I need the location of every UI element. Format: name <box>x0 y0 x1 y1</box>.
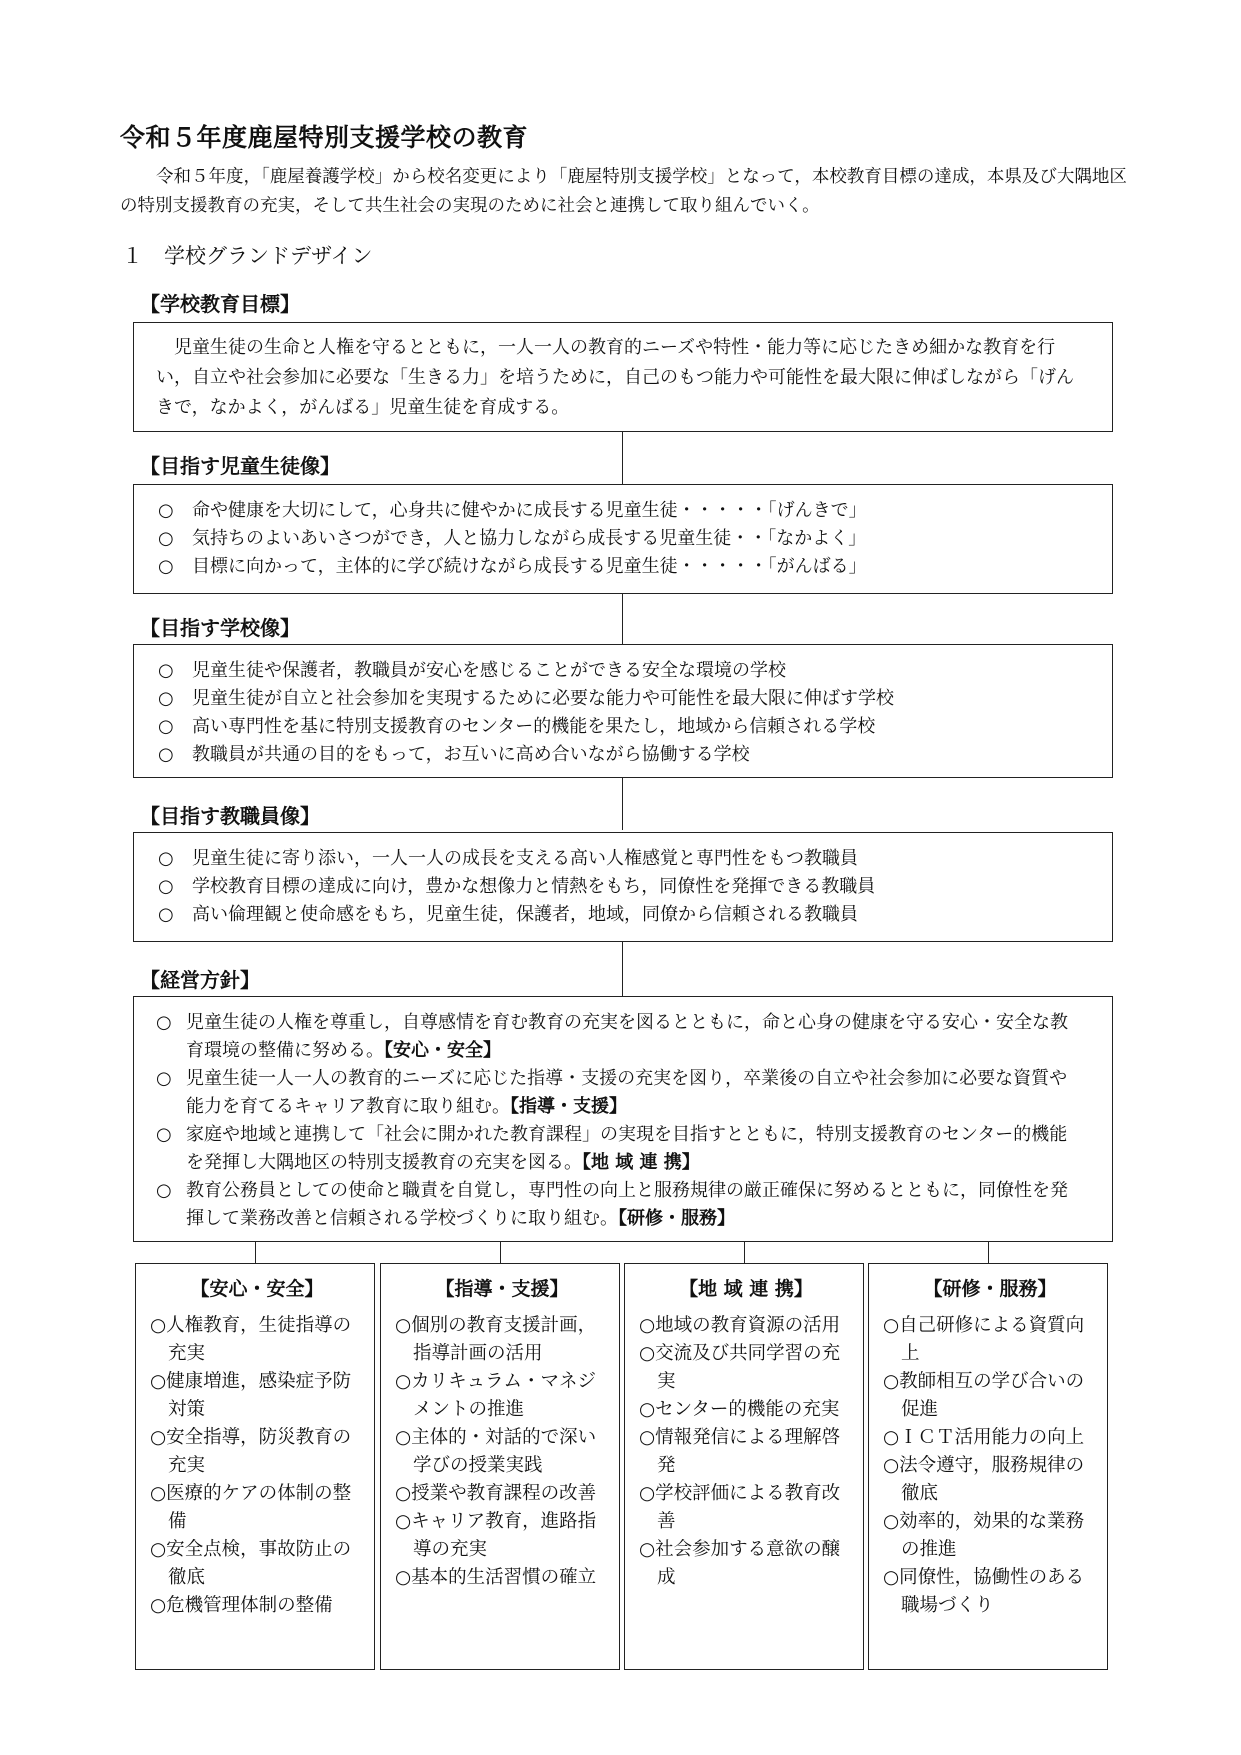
policy-tag: 【研修・服務】 <box>618 1208 735 1229</box>
column-community <box>624 1263 864 1670</box>
list-item: ○ 児童生徒に寄り添い，一人一人の成長を支える高い人権感覚と専門性をもつ教職員 <box>158 845 1112 873</box>
bullet-mark: ○ <box>158 904 174 925</box>
list-item: ○ 教職員が共通の目的をもって，お互いに高め合いながら協働する学校 <box>158 741 1112 769</box>
bullet-mark: ○ <box>158 848 174 869</box>
bullet-mark: ○ <box>156 1124 172 1145</box>
section-heading: １ 学校グランドデザイン <box>122 244 373 268</box>
list-item: ○主体的・対話的で深い学びの授業実践 <box>395 1427 597 1476</box>
policy-label: 【経営方針】 <box>140 968 260 992</box>
column-list <box>395 1312 609 1592</box>
staff-list <box>158 845 1112 929</box>
list-item: ○効率的，効果的な業務の推進 <box>883 1511 1085 1560</box>
bullet-mark: ○ <box>158 660 174 681</box>
column-guidance <box>380 1263 620 1670</box>
column-title: 【地 域 連 携】 <box>679 1278 813 1300</box>
list-item: ○ 高い倫理観と使命感をもち，児童生徒，保護者，地域，同僚から信頼される教職員 <box>158 901 1112 929</box>
list-item: ○ 児童生徒の人権を尊重し，自尊感情を育む教育の充実を図るとともに，命と心身の健康を守る安心・安全な教育環境の整備に努める。【安心・安全】 <box>156 1009 1082 1065</box>
list-item: ○基本的生活習慣の確立 <box>395 1567 597 1588</box>
page-title: 令和５年度鹿屋特別支援学校の教育 <box>120 123 529 152</box>
list-item: ○個別の教育支援計画，指導計画の活用 <box>395 1315 597 1364</box>
bullet-mark: ○ <box>158 744 174 765</box>
policy-tag: 【安心・安全】 <box>384 1040 501 1061</box>
list-item: ○危機管理体制の整備 <box>150 1595 333 1616</box>
list-item: ○学校評価による教育改善 <box>639 1483 841 1532</box>
list-item: ○社会参加する意欲の醸成 <box>639 1539 841 1588</box>
bullet-mark: ○ <box>158 528 174 549</box>
staff-box <box>133 832 1113 942</box>
goal-text: 児童生徒の生命と人権を守るとともに，一人一人の教育的ニーズや特性・能力等に応じたきめ細かな教育を行い，自立や社会参加に必要な「生きる力」を培うために，自己のもつ能力や可能性を最大限に伸ばしながら「げんきで，なかよく，がんばる」児童生徒を育成する。 <box>156 337 1074 418</box>
bullet-mark: ○ <box>158 556 174 577</box>
list-item: ○医療的ケアの体制の整備 <box>150 1483 352 1532</box>
bullet-mark: ○ <box>156 1068 172 1089</box>
column-title: 【研修・服務】 <box>923 1278 1057 1300</box>
list-item: ○自己研修による資質向上 <box>883 1315 1085 1364</box>
list-item: ○ 気持ちのよいあいさつができ，人と協力しながら成長する児童生徒・・「なかよく」 <box>158 525 1112 553</box>
bullet-mark: ○ <box>156 1180 172 1201</box>
list-item: ○ 目標に向かって，主体的に学び続けながら成長する児童生徒・・・・・「がんばる」 <box>158 553 1112 581</box>
list-item: ○ 学校教育目標の達成に向け，豊かな想像力と情熱をもち，同僚性を発揮できる教職員 <box>158 873 1112 901</box>
connector-line <box>622 594 623 644</box>
list-item: ○人権教育，生徒指導の充実 <box>150 1315 352 1364</box>
policy-list <box>156 1009 1082 1233</box>
students-label: 【目指す児童生徒像】 <box>140 454 340 478</box>
list-item: ○地域の教育資源の活用 <box>639 1315 841 1336</box>
intro-text: 令和５年度，「鹿屋養護学校」から校名変更により「鹿屋特別支援学校」となって，本校教育目標の達成，本県及び大隅地区の特別支援教育の充実，そして共生社会の実現のために社会と連携して取り組んでいく。 <box>120 167 1127 216</box>
connector-line <box>622 942 623 996</box>
policy-tag: 【指導・支援】 <box>510 1096 627 1117</box>
list-item: ○健康増進，感染症予防対策 <box>150 1371 352 1420</box>
list-item: ○ 教育公務員としての使命と職責を自覚し，専門性の向上と服務規律の厳正確保に努めるとともに，同僚性を発揮して業務改善と信頼される学校づくりに取り組む。【研修・服務】 <box>156 1177 1082 1233</box>
column-list <box>883 1312 1097 1620</box>
school-list <box>158 657 1112 769</box>
column-list <box>150 1312 364 1620</box>
column-title: 【指導・支援】 <box>435 1278 569 1300</box>
connector-line <box>744 1242 745 1263</box>
goal-box <box>133 322 1113 432</box>
list-item: ○授業や教育課程の改善 <box>395 1483 597 1504</box>
bullet-mark: ○ <box>158 716 174 737</box>
list-item: ○ 児童生徒が自立と社会参加を実現するために必要な能力や可能性を最大限に伸ばす学校 <box>158 685 1112 713</box>
students-list <box>158 497 1112 581</box>
goal-label: 【学校教育目標】 <box>140 292 300 316</box>
bullet-mark: ○ <box>158 688 174 709</box>
list-item: ○カリキュラム・マネジメントの推進 <box>395 1371 596 1420</box>
list-item: ○ 家庭や地域と連携して「社会に開かれた教育課程」の実現を目指すとともに，特別支援教育のセンター的機能を発揮し大隅地区の特別支援教育の充実を図る。【地 域 連 携】 <box>156 1121 1082 1177</box>
list-item: ○ 命や健康を大切にして，心身共に健やかに成長する児童生徒・・・・・「げんきで」 <box>158 497 1112 525</box>
policy-box <box>133 996 1113 1242</box>
column-safety <box>135 1263 375 1670</box>
list-item: ○ＩＣＴ活用能力の向上 <box>883 1427 1085 1448</box>
list-item: ○ 高い専門性を基に特別支援教育のセンター的機能を果たし，地域から信頼される学校 <box>158 713 1112 741</box>
policy-tag: 【地 域 連 携】 <box>582 1152 700 1173</box>
list-item: ○ 児童生徒一人一人の教育的ニーズに応じた指導・支援の充実を図り，卒業後の自立や社会参加に必要な資質や能力を育てるキャリア教育に取り組む。【指導・支援】 <box>156 1065 1082 1121</box>
list-item: ○同僚性，協働性のある職場づくり <box>883 1567 1085 1616</box>
list-item: ○ 児童生徒や保護者，教職員が安心を感じることができる安全な環境の学校 <box>158 657 1112 685</box>
column-list <box>639 1312 853 1592</box>
list-item: ○安全指導，防災教育の充実 <box>150 1427 352 1476</box>
school-label: 【目指す学校像】 <box>140 616 300 640</box>
school-box <box>133 644 1113 778</box>
connector-line <box>255 1242 256 1263</box>
list-item: ○安全点検，事故防止の徹底 <box>150 1539 352 1588</box>
column-training <box>868 1263 1108 1670</box>
list-item: ○キャリア教育，進路指導の充実 <box>395 1511 597 1560</box>
list-item: ○教師相互の学び合いの促進 <box>883 1371 1085 1420</box>
list-item: ○交流及び共同学習の充実 <box>639 1343 841 1392</box>
students-box <box>133 484 1113 594</box>
connector-line <box>622 432 623 484</box>
list-item: ○法令遵守，服務規律の徹底 <box>883 1455 1085 1504</box>
staff-label: 【目指す教職員像】 <box>140 804 320 828</box>
connector-line <box>622 778 623 830</box>
connector-line <box>988 1242 989 1263</box>
column-title: 【安心・安全】 <box>190 1278 324 1300</box>
list-item: ○情報発信による理解啓発 <box>639 1427 841 1476</box>
bullet-mark: ○ <box>156 1012 172 1033</box>
list-item: ○センター的機能の充実 <box>639 1399 840 1420</box>
intro-paragraph <box>120 163 1130 221</box>
bullet-mark: ○ <box>158 500 174 521</box>
connector-line <box>500 1242 501 1263</box>
bullet-mark: ○ <box>158 876 174 897</box>
